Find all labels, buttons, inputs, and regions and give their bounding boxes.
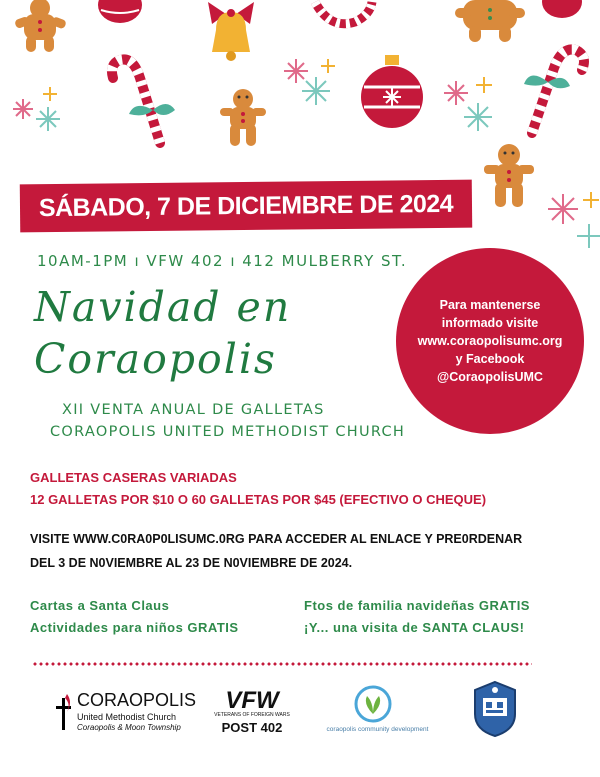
cross-flame-icon (55, 692, 73, 732)
vfw-logo-post: POST 402 (221, 720, 283, 735)
umc-logo-subtitle: United Methodist Church (77, 712, 177, 722)
bell-icon (196, 0, 266, 65)
activity-santa-letters: Cartas a Santa Claus (30, 598, 170, 613)
gingerbread-icon (10, 0, 70, 55)
info-badge (396, 248, 584, 434)
vfw-logo (212, 687, 292, 740)
badge-facebook-handle[interactable]: @CoraopolisUMC (437, 370, 543, 384)
ccd-logo (320, 684, 435, 739)
snowflake-icon (438, 75, 498, 135)
activity-kids: Actividades para niños GRATIS (30, 620, 239, 635)
badge-line: y Facebook (455, 352, 525, 366)
vfw-logo-small-text: VETERANS OF FOREIGN WARS (214, 712, 290, 718)
event-info: 10AM-1PM ı VFW 402 ı 412 MULBERRY ST. (37, 252, 408, 270)
badge-line: Para mantenerse (439, 298, 541, 312)
snowflake-icon (8, 85, 68, 135)
offer-heading: GALLETAS CASERAS VARIADAS (30, 470, 237, 485)
ccd-logo-text: coraopolis community development (326, 726, 429, 733)
candy-cane-icon (105, 48, 185, 148)
umc-logo-location: Coraopolis & Moon Township (77, 723, 181, 732)
snowflake-icon (282, 55, 342, 110)
event-title-line2: Coraopolis (34, 335, 277, 383)
offer-prices: 12 GALLETAS POR $10 O 60 GALLETAS POR $45 (EFECTIVO O CHEQUE) (30, 492, 487, 507)
event-title-line1: Navidad en (34, 283, 292, 331)
activity-family-photos: Ftos de familia navideñas GRATIS (304, 598, 530, 613)
badge-website[interactable]: www.coraopolisumc.org (417, 334, 563, 348)
leaf-circle-icon (353, 684, 393, 724)
umc-logo (55, 688, 197, 738)
ornament-icon (540, 0, 585, 20)
umc-logo-name: CORAOPOLIS (77, 690, 197, 710)
candy-cane-icon (510, 38, 595, 138)
badge-line: informado visite (441, 316, 539, 330)
event-subtitle-line2: CORAOPOLIS UNITED METHODIST CHURCH (50, 424, 406, 440)
event-subtitle-line1: XII VENTA ANUAL DE GALLETAS (62, 402, 325, 418)
preorder-dates: DEL 3 DE N0VIEMBRE AL 23 DE N0VIEMBRE DE 2024. (30, 556, 353, 570)
ornament-icon (360, 55, 424, 131)
gingerbread-icon (484, 143, 534, 211)
coraopolis-seal-icon (470, 680, 520, 738)
dotted-divider (32, 662, 532, 666)
candy-cane-icon (310, 0, 380, 30)
gingerbread-icon (220, 88, 266, 150)
vfw-logo-name: VFW (225, 687, 279, 714)
ornament-icon (95, 0, 145, 25)
snowflake-icon (545, 190, 600, 252)
activity-santa-visit: ¡Y... una visita de SANTA CLAUS! (304, 620, 525, 635)
preorder-instructions: VISITE WWW.C0RA0P0LISUMC.0RG PARA ACCEDER AL ENLACE Y PRE0RDENAR (30, 532, 523, 546)
date-banner: SÁBADO, 7 DE DICIEMBRE DE 2024 (20, 180, 472, 233)
